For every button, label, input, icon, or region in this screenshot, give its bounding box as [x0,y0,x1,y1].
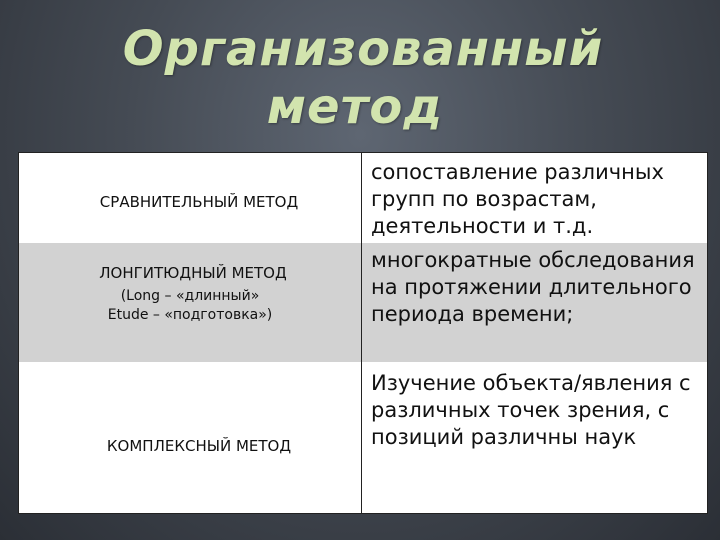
method-name: СРАВНИТЕЛЬНЫЙ МЕТОД [99,193,299,211]
method-note: (Long – «длинный» Etude – «подготовка») [107,288,273,323]
slide-title [0,20,720,136]
method-cell [19,153,362,243]
description-cell: многократные обследования на протяжении длительного периода времени; [371,248,695,326]
table-row [19,243,707,363]
title-line-1: Организованный [122,21,604,77]
methods-table [18,152,708,514]
method-name: ЛОНГИТЮДНЫЙ МЕТОД [99,264,287,282]
method-cell [19,243,362,362]
table-row [19,362,707,513]
description-cell: Изучение объекта/явления с различных точек зрения, с позиций различны наук [371,371,691,449]
description-cell: сопоставление различных групп по возрастам, деятельности и т.д. [371,160,664,238]
method-name: КОМПЛЕКСНЫЙ МЕТОД [106,437,292,455]
table-row [19,153,707,244]
method-cell [19,362,362,513]
title-line-2: метод [266,79,444,135]
